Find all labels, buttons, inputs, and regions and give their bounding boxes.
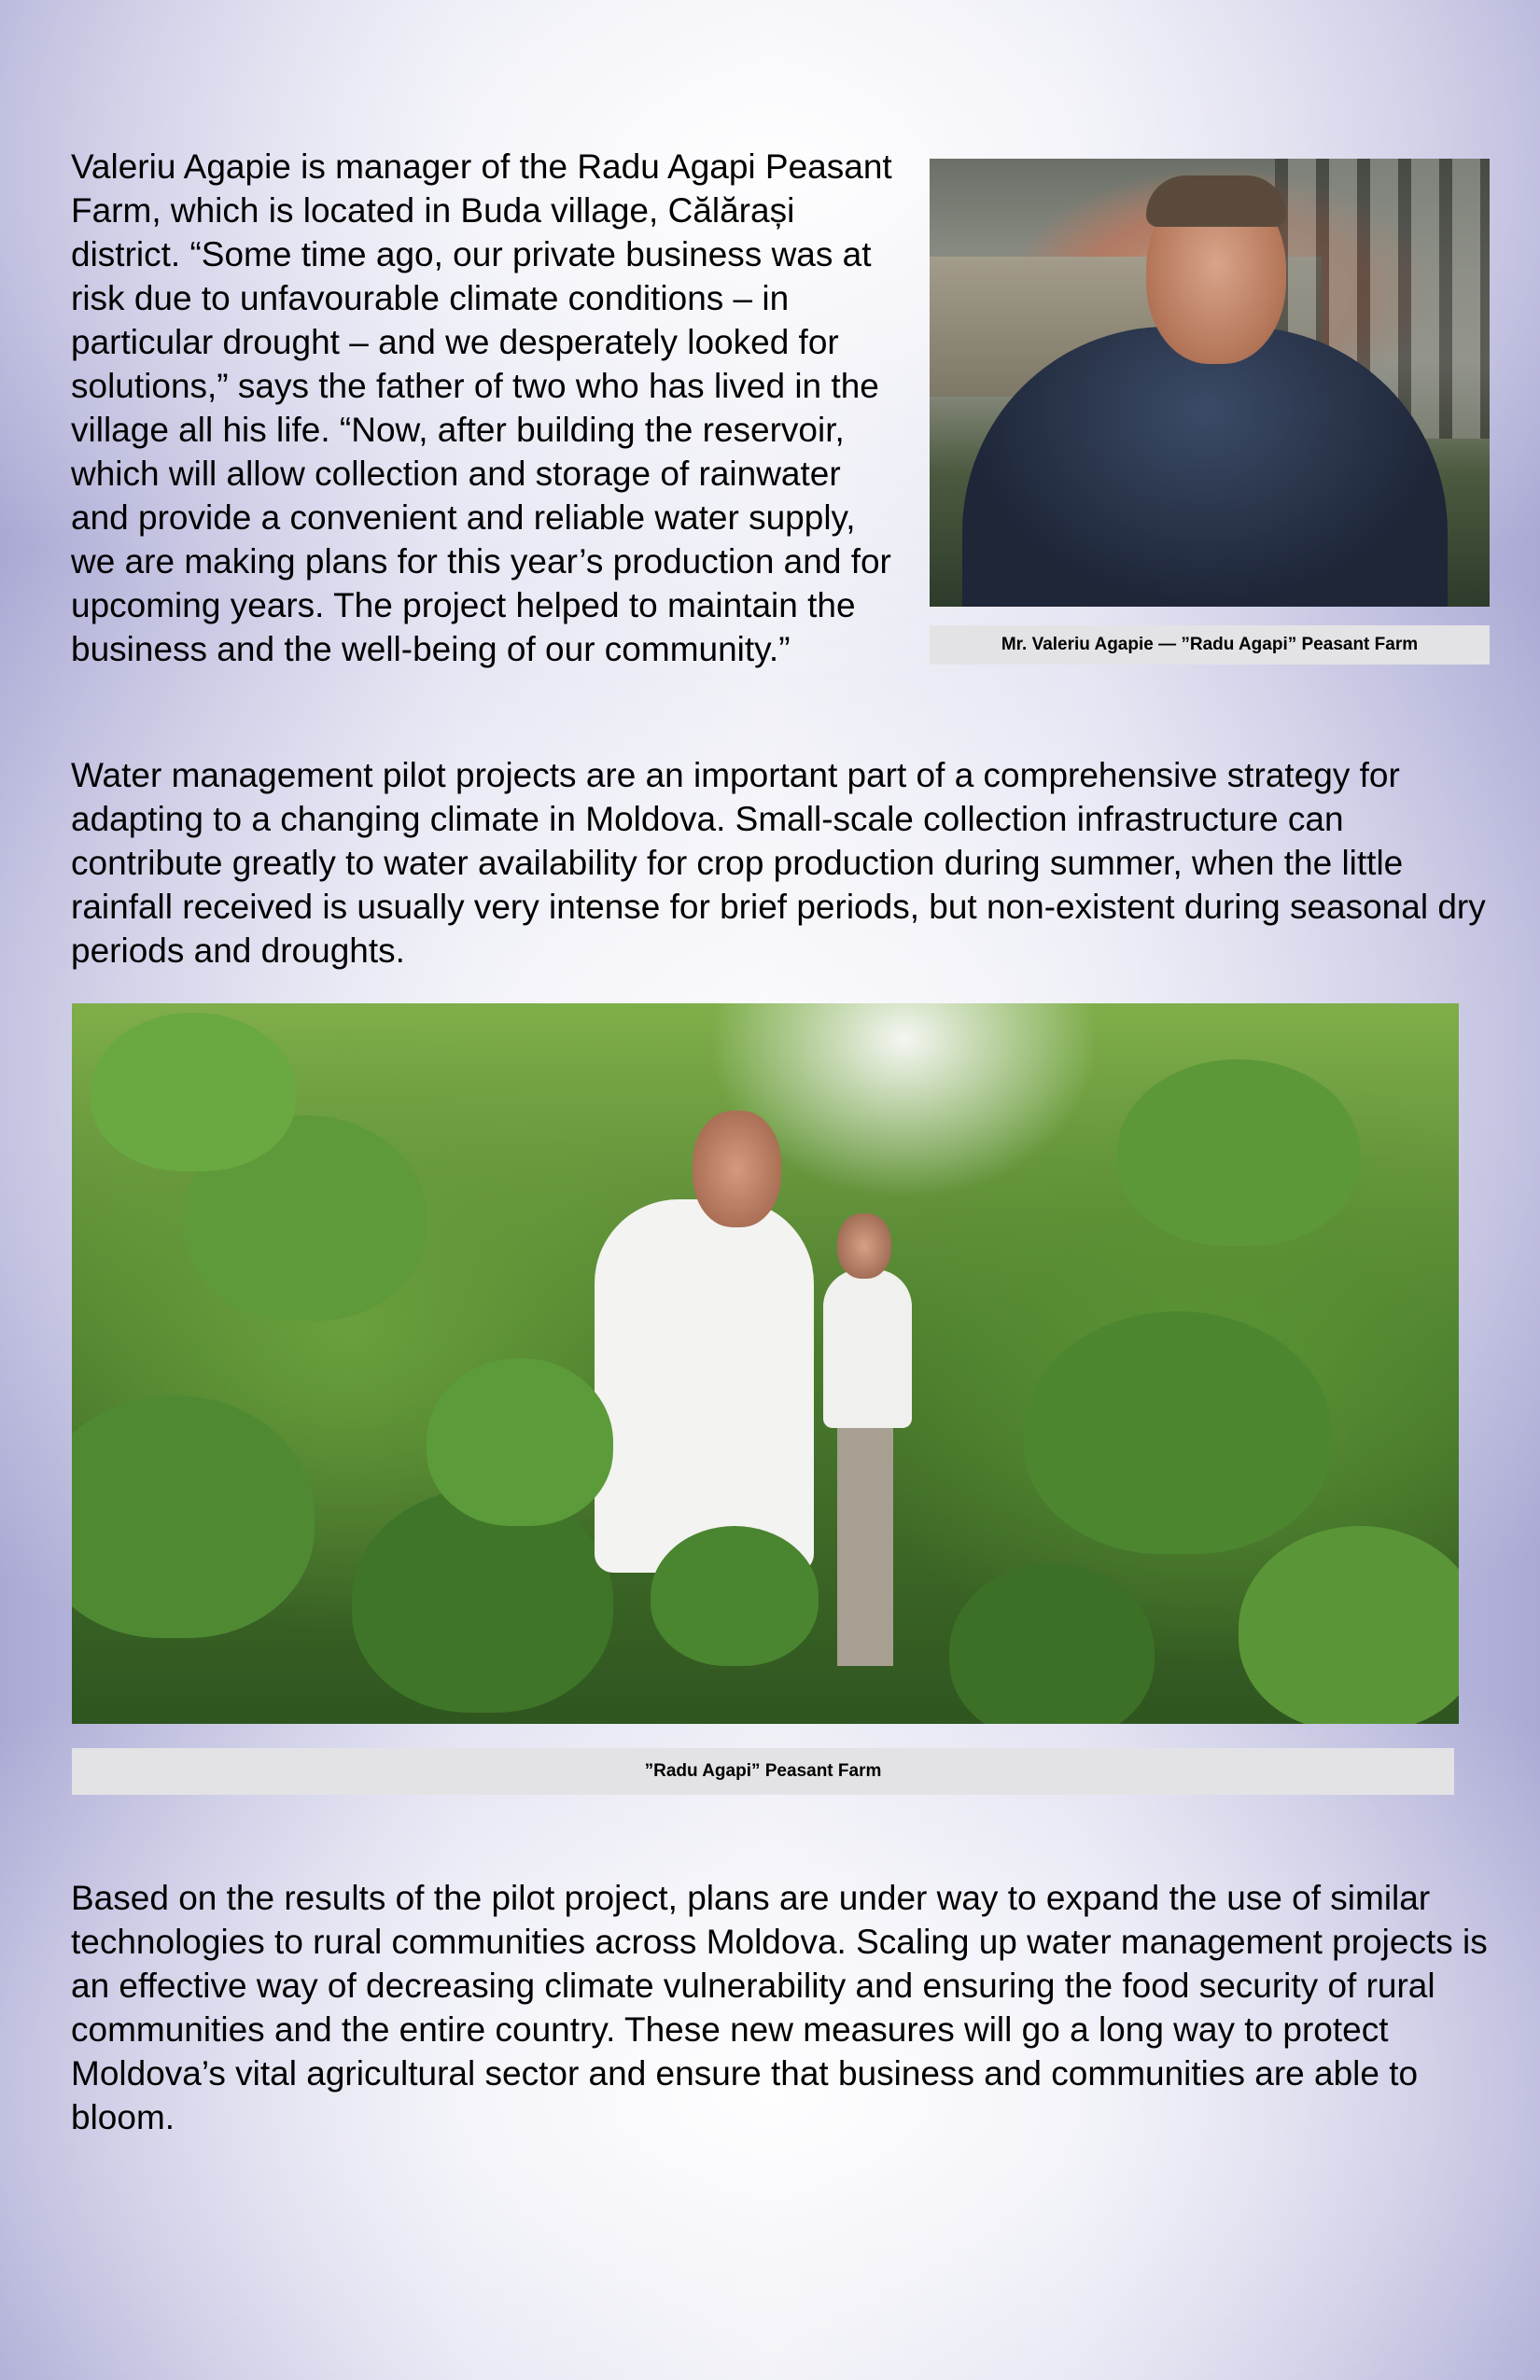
portrait-figure <box>930 159 1490 672</box>
greenhouse-photo <box>72 1003 1459 1724</box>
paragraph-water-management: Water management pilot projects are an important part of a comprehensive strategy for adapting to a changing climate in Moldova. Small-scale collection infrastructure can contribute greatly to water availability for crop production during summer, when the little rainfall received is usually very intense for brief periods, but non-existent during seasonal dry periods and droughts. <box>71 756 1486 970</box>
paragraph-farm-manager-text: Valeriu Agapie is manager of the Radu Agapi Peasant Farm, which is located in Buda village, Călărași district. “Some time ago, our private business was at risk due to unfavourable climate conditions – in particular drought – and we desperately looked for solutions,” says the father of two who has lived in the village all his life. “Now, after building the reservoir, which will allow collection and storage of rainwater and provide a convenient and reliable water supply, we are making plans for this year’s production and for upcoming years. The project helped to maintain the business and the well-being of our community.” <box>71 147 892 668</box>
portrait-caption: Mr. Valeriu Agapie — ”Radu Agapi” Peasant Farm <box>930 625 1490 665</box>
portrait-photo <box>930 159 1490 607</box>
paragraph-scaling-up: Based on the results of the pilot project, plans are under way to expand the use of similar technologies to rural communities across Moldova. Scaling up water management projects is an effective way of decreasing climate vulnerability and ensuring the food security of rural communities and the entire country. These new measures will go a long way to protect Moldova’s vital agricultural sector and ensure that business and communities are able to bloom. <box>71 1879 1488 2136</box>
paragraph-farm-manager <box>71 145 1490 672</box>
greenhouse-caption: ”Radu Agapi” Peasant Farm <box>72 1748 1454 1795</box>
